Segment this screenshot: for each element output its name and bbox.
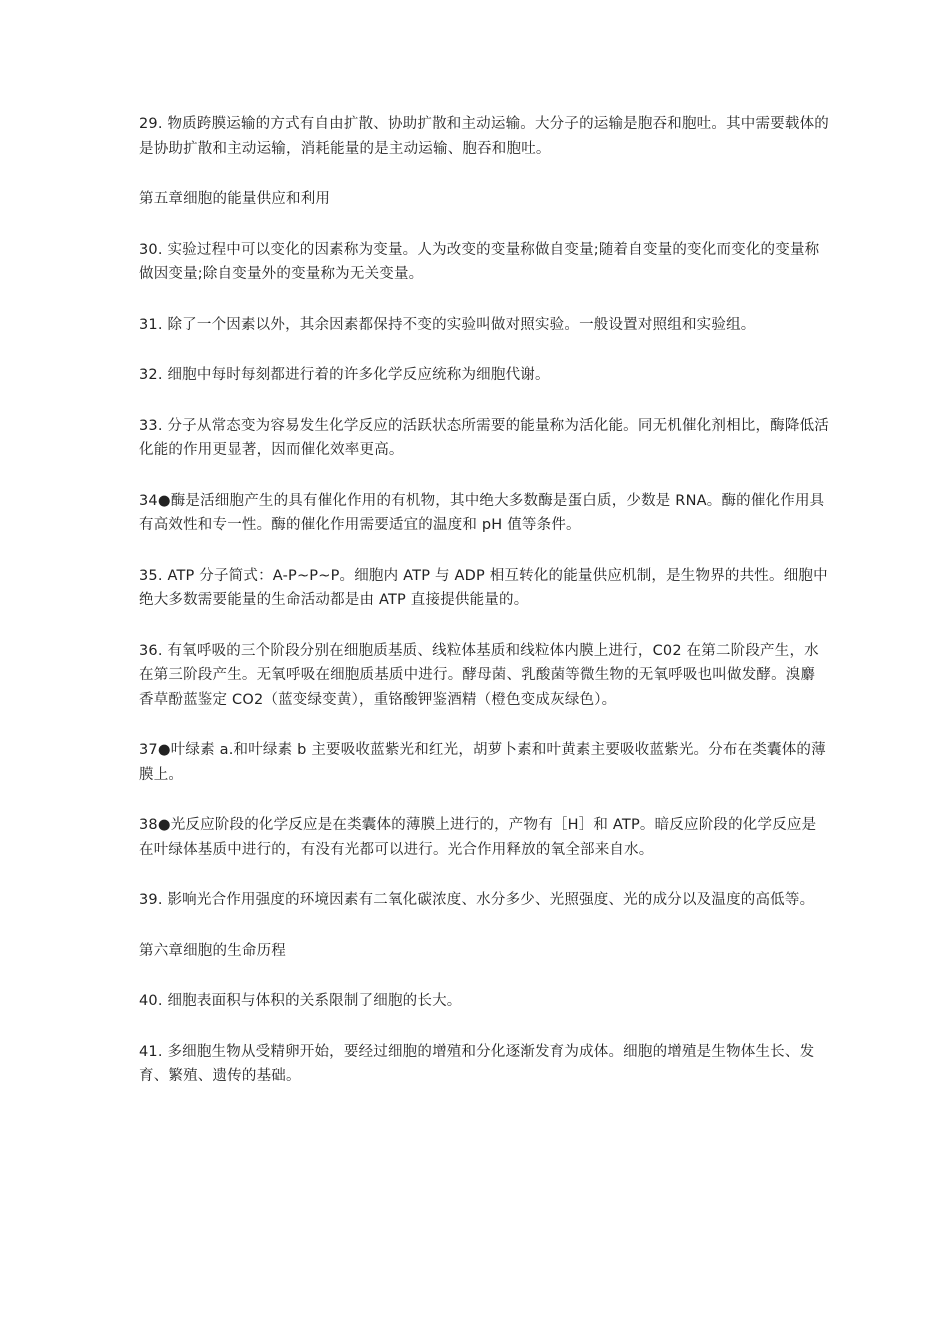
chapter-6-heading: 第六章细胞的生命历程 [139, 942, 286, 959]
paragraph-36: 36. 有氧呼吸的三个阶段分别在细胞质基质、线粒体基质和线粒体内膜上进行，C02 在第二阶段产生，水在第三阶段产生。无氧呼吸在细胞质基质中进行。酵母菌、乳酸菌等微生物的无氧呼吸也叫做发酵。溴麝香草酚蓝鉴定 CO2（蓝变绿变黄），重铬酸钾鉴酒精（橙色变成灰绿色）。 [139, 642, 819, 708]
paragraph-38: 38●光反应阶段的化学反应是在类囊体的薄膜上进行的，产物有［H］和 ATP。暗反应阶段的化学反应是在叶绿体基质中进行的，有没有光都可以进行。光合作用释放的氧全部来自水。 [139, 817, 817, 858]
chapter-5-heading: 第五章细胞的能量供应和利用 [139, 191, 331, 207]
paragraph-37: 37●叶绿素 a.和叶绿素 b 主要吸收蓝紫光和红光，胡萝卜素和叶黄素主要吸收蓝紫光。分布在类囊体的薄膜上。 [139, 742, 826, 783]
paragraph-29: 29. 物质跨膜运输的方式有自由扩散、协助扩散和主动运输。大分子的运输是胞吞和胞吐。其中需要载体的是协助扩散和主动运输，消耗能量的是主动运输、胞吞和胞吐。 [139, 116, 829, 157]
paragraph-41: 41. 多细胞生物从受精卵开始，要经过细胞的增殖和分化逐渐发育为成体。细胞的增殖是生物体生长、发育、繁殖、遗传的基础。 [139, 1043, 815, 1084]
paragraph-31: 31. 除了一个因素以外，其余因素都保持不变的实验叫做对照实验。一般设置对照组和实验组。 [139, 316, 756, 333]
paragraph-40: 40. 细胞表面积与体积的关系限制了细胞的长大。 [139, 993, 462, 1009]
paragraph-35: 35. ATP 分子简式：A-P~P~P。细胞内 ATP 与 ADP 相互转化的能量供应机制，是生物界的共性。细胞中绝大多数需要能量的生命活动都是由 ATP 直接提供能量的。 [139, 567, 828, 608]
paragraph-30: 30. 实验过程中可以变化的因素称为变量。人为改变的变量称做自变量;随着自变量的变化而变化的变量称做因变量;除自变量外的变量称为无关变量。 [139, 241, 820, 282]
paragraph-33: 33. 分子从常态变为容易发生化学反应的活跃状态所需要的能量称为活化能。同无机催化剂相比，酶降低活化能的作用更显著，因而催化效率更高。 [139, 417, 829, 458]
document-body [139, 112, 829, 1115]
paragraph-34: 34●酶是活细胞产生的具有催化作用的有机物，其中绝大多数酶是蛋白质，少数是 RNA。酶的催化作用具有高效性和专一性。酶的催化作用需要适宜的温度和 pH 值等条件。 [139, 492, 825, 533]
paragraph-32: 32. 细胞中每时每刻都进行着的许多化学反应统称为细胞代谢。 [139, 367, 550, 383]
paragraph-39: 39. 影响光合作用强度的环境因素有二氧化碳浓度、水分多少、光照强度、光的成分以及温度的高低等。 [139, 892, 815, 908]
